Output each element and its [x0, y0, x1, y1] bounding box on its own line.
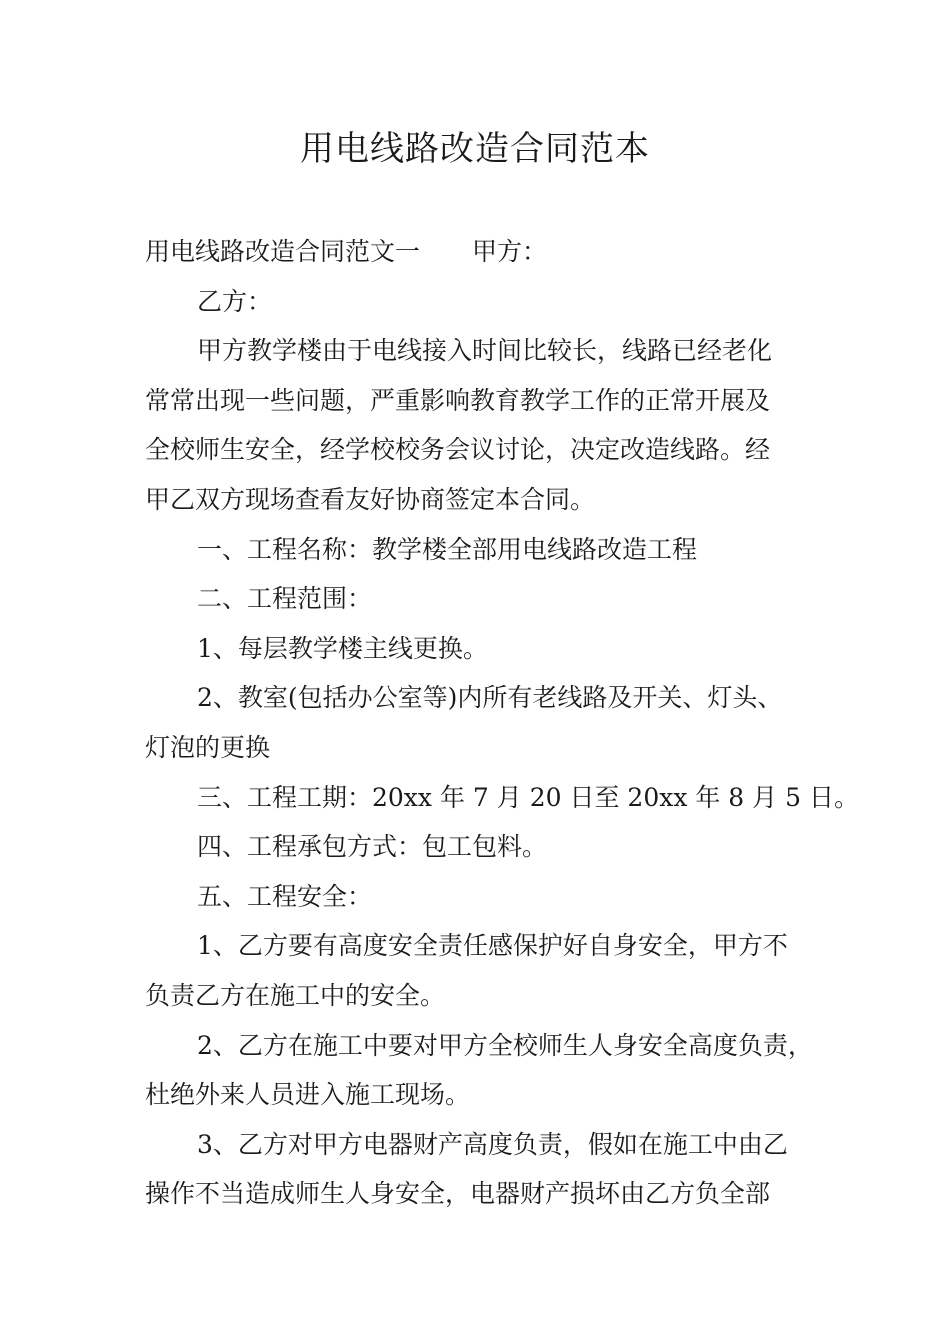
text-line-5: 全校师生安全，经学校校务会议讨论，决定改造线路。经 [145, 435, 771, 465]
text-line-11: 灯泡的更换 [145, 732, 271, 762]
text-line-13: 四、工程承包方式：包工包料。 [197, 832, 548, 862]
text-line-10: 2、教室(包括办公室等)内所有老线路及开关、灯头、 [197, 683, 783, 713]
text-line-20: 操作不当造成师生人身安全，电器财产损坏由乙方负全部 [145, 1179, 771, 1209]
text-line-19: 3、乙方对甲方电器财产高度负责，假如在施工中由乙 [197, 1129, 788, 1159]
text-line-1 [145, 227, 810, 277]
text-line-14: 五、工程安全： [197, 881, 373, 911]
section-heading: 用电线路改造合同范文一 [145, 237, 421, 266]
text-line-12: 三、工程工期：20xx 年 7 月 20 日至 20xx 年 8 月 5 日。 [197, 782, 859, 812]
text-line-9: 1、每层教学楼主线更换。 [197, 633, 488, 663]
text-line-18: 杜绝外来人员进入施工现场。 [145, 1080, 471, 1110]
text-line-4: 常常出现一些问题，严重影响教育教学工作的正常开展及 [145, 385, 771, 415]
text-line-3: 甲方教学楼由于电线接入时间比较长，线路已经老化 [197, 336, 773, 366]
text-line-2: 乙方： [197, 286, 273, 316]
text-line-17: 2、乙方在施工中要对甲方全校师生人身安全高度负责， [197, 1030, 813, 1060]
text-line-8: 二、工程范围： [197, 584, 373, 614]
text-line-15: 1、乙方要有高度安全责任感保护好自身安全，甲方不 [197, 931, 788, 961]
text-line-16: 负责乙方在施工中的安全。 [145, 980, 446, 1010]
document-title: 用电线路改造合同范本 [300, 129, 650, 169]
text-line-7: 一、工程名称：教学楼全部用电线路改造工程 [197, 534, 698, 564]
text-line-6: 甲乙双方现场查看友好协商签定本合同。 [145, 484, 596, 514]
document-body [145, 227, 859, 1219]
party-a-label: 甲方： [472, 237, 548, 266]
